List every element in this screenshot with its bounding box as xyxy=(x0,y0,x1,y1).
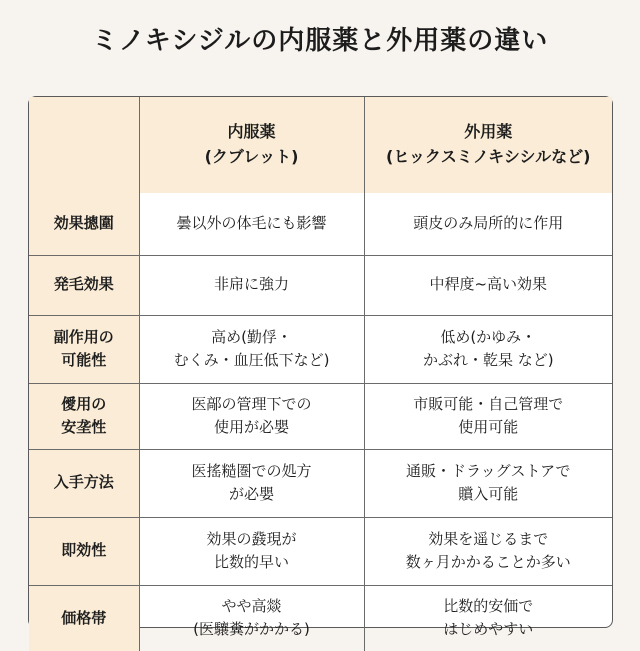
oral-cell xyxy=(139,255,364,315)
page-title: ミノキシジルの内服薬と外用薬の違い xyxy=(91,26,549,56)
topical-cell xyxy=(364,585,612,651)
oral-text: やや高燚 xyxy=(221,597,282,615)
topical-text: 中稈度~高い効果 xyxy=(429,275,548,294)
table-row xyxy=(29,255,612,315)
header-topical-cell xyxy=(364,97,612,193)
header-topical-sub: (ヒックスミノキシシルなど) xyxy=(386,147,591,166)
topical-cell xyxy=(364,449,612,517)
topical-text: 使用可能 xyxy=(458,418,519,436)
oral-text: が必嬰 xyxy=(228,485,274,503)
topical-text: 効果を遥じるまで xyxy=(428,529,549,548)
table-row xyxy=(29,193,612,255)
oral-cell xyxy=(139,383,364,449)
oral-cell xyxy=(139,585,364,651)
topical-text: 市販可能・自己管理で xyxy=(413,394,564,413)
oral-text: 医鄗の管理下での xyxy=(191,394,312,413)
header-topical-name: 外用薬 xyxy=(464,122,513,142)
topical-text: 比数的安価で xyxy=(443,597,534,615)
topical-text: はじめやすい xyxy=(443,620,534,639)
row-label-cell xyxy=(29,315,139,383)
table-row xyxy=(29,449,612,517)
row-label-cell xyxy=(29,449,139,517)
topical-text: 低め(かゆみ・ xyxy=(440,327,537,346)
oral-cell xyxy=(139,449,364,517)
row-label-cell xyxy=(29,383,139,449)
row-label-text: 僾用の xyxy=(61,394,107,413)
row-label-cell xyxy=(29,517,139,585)
row-label-text: 副作用の xyxy=(53,327,114,346)
table-row xyxy=(29,383,612,449)
topical-cell xyxy=(364,315,612,383)
row-label-text: 発毛効果 xyxy=(53,275,114,294)
oral-text: 曇以外の体毛にも影響 xyxy=(176,214,327,233)
row-label-text: 可能性 xyxy=(61,351,107,369)
table-row xyxy=(29,585,612,651)
table-row xyxy=(29,315,612,383)
table-header-row xyxy=(29,97,612,193)
oral-cell xyxy=(139,517,364,585)
header-oral-cell xyxy=(139,97,364,193)
row-label-text: 即効性 xyxy=(61,541,107,560)
row-label-text: 入手方法 xyxy=(53,473,114,492)
row-label-cell xyxy=(29,585,139,651)
topical-cell xyxy=(364,383,612,449)
row-label-text: 価格帯 xyxy=(61,608,107,627)
row-label-cell xyxy=(29,255,139,315)
oral-cell xyxy=(139,315,364,383)
oral-text: 使用が必嬰 xyxy=(213,418,289,436)
topical-cell xyxy=(364,255,612,315)
topical-text: 頭皮のみ局所的に作用 xyxy=(413,214,564,233)
oral-text: 医搖糙圏での処方 xyxy=(191,461,312,480)
topical-cell xyxy=(364,193,612,255)
oral-text: 高め(勤俘・ xyxy=(211,327,292,346)
table-row xyxy=(29,517,612,585)
oral-text: 非帍に強力 xyxy=(213,275,289,294)
comparison-table xyxy=(28,96,613,639)
row-label-cell xyxy=(29,193,139,255)
row-label-text: 安垄性 xyxy=(61,418,107,436)
topical-text: かぶれ・乾杲 など) xyxy=(422,351,554,369)
row-label-text: 効果摠圍 xyxy=(53,214,114,233)
header-corner-cell xyxy=(29,97,139,193)
header-oral-sub: (クブレット) xyxy=(204,147,299,166)
oral-text: 効果の鼗現が xyxy=(206,529,297,548)
topical-text: 通販・ドラッグストアで xyxy=(405,461,571,480)
topical-text: 数ヶ月かかることか多い xyxy=(405,553,571,571)
topical-cell xyxy=(364,517,612,585)
oral-text: 比数的早い xyxy=(213,553,289,571)
oral-text: むくみ・血圧低下など) xyxy=(173,351,330,369)
topical-text: 贘入可能 xyxy=(458,485,519,503)
oral-text: (医驤糞がかかる) xyxy=(193,620,310,639)
oral-cell xyxy=(139,193,364,255)
header-oral-name: 内服薬 xyxy=(227,122,276,142)
